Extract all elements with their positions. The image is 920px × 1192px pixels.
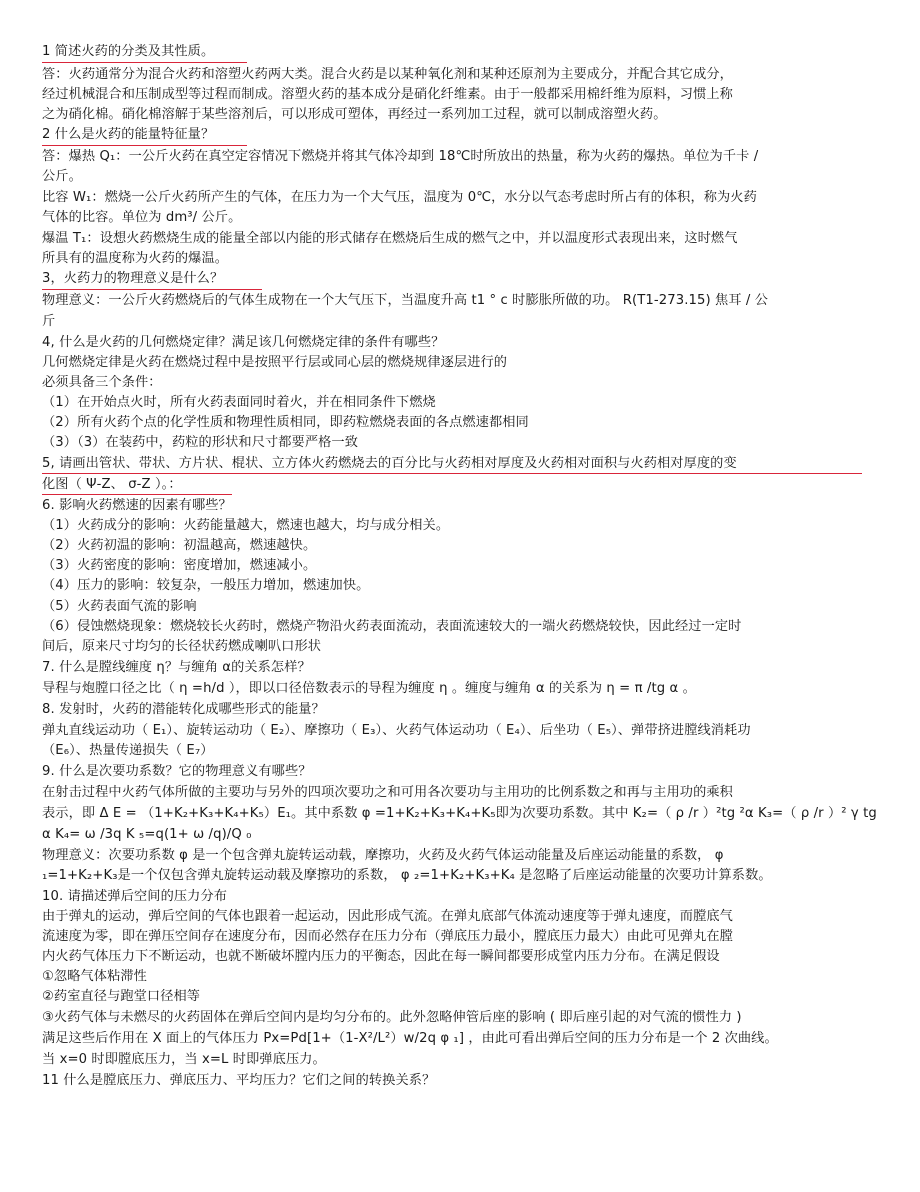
q10-title: 10. 请描述弹后空间的压力分布 — [42, 889, 228, 904]
q2-answer-line: 公斤。 — [42, 169, 82, 184]
q10-answer-line: 内火药气体压力下不断运动，也就不断破坏膛内压力的平衡态，因此在每一瞬间都要形成堂内压力分布。在满足假设 — [42, 949, 720, 964]
q1-title: 1 简述火药的分类及其性质。 — [42, 44, 215, 59]
q4-title: 4, 什么是火药的几何燃烧定律？满足该几何燃烧定律的条件有哪些？ — [42, 335, 445, 350]
q1-answer-line: 之为硝化棉。硝化棉溶解于某些溶剂后，可以形成可塑体，再经过一系列加工过程，就可以制成溶塑火药。 — [42, 107, 667, 122]
q1-answer-line: 答：火药通常分为混合火药和溶塑火药两大类。混合火药是以某种氧化剂和某种还原剂为主要成分，并配合其它成分， — [42, 67, 733, 82]
q10-answer-line: 由于弹丸的运动，弹后空间的气体也跟着一起运动，因此形成气流。在弹丸底部气体流动速度等于弹丸速度，而膛底气 — [42, 909, 733, 924]
q8-title: 8. 发射时，火药的潜能转化成哪些形式的能量？ — [42, 702, 325, 717]
q9-answer-line: 表示，即 Δ E = （1+K₂+K₃+K₄+K₅）E₁。其中系数 φ =1+K₂+K₃+K₄+K₅即为次要功系数。其中 K₂=（ ρ /r ）²tg ²α K₃=（ ρ /r ）² γ tg — [42, 806, 877, 821]
q8-answer-line: （E₆）、热量传递损失（ E₇） — [42, 743, 214, 758]
q1-underline — [42, 62, 247, 63]
q2-answer-line: 所具有的温度称为火药的爆温。 — [42, 251, 229, 266]
q10-answer-line: 满足这些后作用在 X 面上的气体压力 Px=Pd[1+（1-X²/L²）w/2q φ ₁] ，由此可看出弹后空间的压力分布是一个 2 次曲线。 — [42, 1031, 778, 1046]
q6-title: 6. 影响火药燃速的因素有哪些？ — [42, 498, 232, 513]
q9-answer-line: 在射击过程中火药气体所做的主要功与另外的四项次要功之和可用各次要功与主用功的比例系数之和再与主用功的乘积 — [42, 785, 733, 800]
q10-answer-line: 流速度为零，即在弹压空间存在速度分布，因而必然存在压力分布（弹底压力最小，膛底压力最大）由此可见弹丸在膛 — [42, 929, 733, 944]
q6-factor: （2）火药初温的影响：初温越高，燃速越快。 — [42, 538, 317, 553]
q5-underline — [42, 473, 862, 474]
q5-underline-cont — [42, 494, 232, 495]
q6-factor: 间后，原来尺寸均匀的长径状药燃成喇叭口形状 — [42, 639, 322, 654]
q6-factor: （4）压力的影响：较复杂，一般压力增加，燃速加快。 — [42, 578, 370, 593]
q7-title: 7. 什么是膛线缠度 η？与缠角 α的关系怎样？ — [42, 660, 311, 675]
q2-answer-line: 气体的比容。单位为 dm³/ 公斤。 — [42, 210, 242, 225]
q10-assumption: ①忽略气体粘滞性 — [42, 969, 147, 984]
q4-condition: （3）（3）在装药中，药粒的形状和尺寸都要严格一致 — [42, 435, 358, 450]
q9-title: 9. 什么是次要功系数？它的物理意义有哪些？ — [42, 764, 312, 779]
q4-answer-line: 必须具备三个条件： — [42, 375, 162, 390]
q3-answer-line: 斤 — [42, 314, 56, 329]
q7-answer-line: 导程与炮膛口径之比（ η =h/d ），即以口径倍数表示的导程为缠度 η 。缠度与缠角 α 的关系为 η = π /tg α 。 — [42, 681, 696, 696]
q1-answer-line: 经过机械混合和压制成型等过程而制成。溶塑火药的基本成分是硝化纤维素。由于一般都采用棉纤维为原料，习惯上称 — [42, 87, 733, 102]
q4-condition: （1）在开始点火时，所有火药表面同时着火，并在相同条件下燃烧 — [42, 395, 436, 410]
q3-answer-line: 物理意义：一公斤火药燃烧后的气体生成物在一个大气压下，当温度升高 t1 ° c 时膨胀所做的功。 R(T1-273.15) 焦耳 / 公 — [42, 293, 769, 308]
q9-answer-line: α K₄= ω /3q K ₅=q(1+ ω /q)/Q ₀ — [42, 827, 252, 842]
q5-title-cont: 化图（ Ψ-Z、 σ-Z ）。： — [42, 477, 182, 492]
q10-assumption: ②药室直径与跑堂口径相等 — [42, 989, 201, 1004]
q2-answer-line: 答：爆热 Q₁：一公斤火药在真空定容情况下燃烧并将其气体冷却到 18℃时所放出的热量，称为火药的爆热。单位为千卡 / — [42, 149, 759, 164]
q8-answer-line: 弹丸直线运动功（ E₁）、旋转运动功（ E₂）、摩擦功（ E₃）、火药气体运动功（ E₄）、后坐功（ E₅）、弹带挤进膛线消耗功 — [42, 723, 751, 738]
q10-assumption: ③火药气体与未燃尽的火药固体在弹后空间内是均匀分布的。此外忽略伸管后座的影响 ( 即后座引起的对气流的惯性力 ) — [42, 1010, 742, 1025]
q6-factor: （5）火药表面气流的影响 — [42, 599, 197, 614]
q4-answer-line: 几何燃烧定律是火药在燃烧过程中是按照平行层或同心层的燃烧规律逐层进行的 — [42, 355, 508, 370]
q6-factor: （1）火药成分的影响：火药能量越大，燃速也越大，均与成分相关。 — [42, 518, 450, 533]
q9-answer-line: ₁=1+K₂+K₃是一个仅包含弹丸旋转运动载及摩擦功的系数， φ ₂=1+K₂+K₃+K₄ 是忽略了后座运动能量的次要功计算系数。 — [42, 868, 772, 883]
q11-title: 11 什么是膛底压力、弹底压力、平均压力？它们之间的转换关系？ — [42, 1073, 436, 1088]
q6-factor: （3）火药密度的影响：密度增加，燃速减小。 — [42, 558, 317, 573]
q6-factor: （6）侵蚀燃烧现象：燃烧较长火药时，燃烧产物沿火药表面流动，表面流速较大的一端火药燃烧较快，因此经过一定时 — [42, 619, 742, 634]
q3-underline — [42, 289, 262, 290]
q2-answer-line: 爆温 T₁：设想火药燃烧生成的能量全部以内能的形式储存在燃烧后生成的燃气之中，并以温度形式表现出来，这时燃气 — [42, 231, 738, 246]
q10-answer-line: 当 x=0 时即膛底压力，当 x=L 时即弹底压力。 — [42, 1052, 326, 1067]
q3-title: 3，火药力的物理意义是什么？ — [42, 271, 224, 286]
q5-title: 5, 请画出管状、带状、方片状、棍状、立方体火药燃烧去的百分比与火药相对厚度及火药相对面积与火药相对厚度的变 — [42, 456, 737, 471]
q4-condition: （2）所有火药个点的化学性质和物理性质相同，即药粒燃烧表面的各点燃速都相同 — [42, 415, 529, 430]
q2-title: 2 什么是火药的能量特征量？ — [42, 127, 215, 142]
q9-answer-line: 物理意义：次要功系数 φ 是一个包含弹丸旋转运动载，摩擦功，火药及火药气体运动能量及后座运动能量的系数， φ — [42, 848, 724, 863]
q2-answer-line: 比容 W₁：燃烧一公斤火药所产生的气体，在压力为一个大气压，温度为 0℃，水分以气态考虑时所占有的体积，称为火药 — [42, 190, 757, 205]
q2-underline — [42, 145, 247, 146]
